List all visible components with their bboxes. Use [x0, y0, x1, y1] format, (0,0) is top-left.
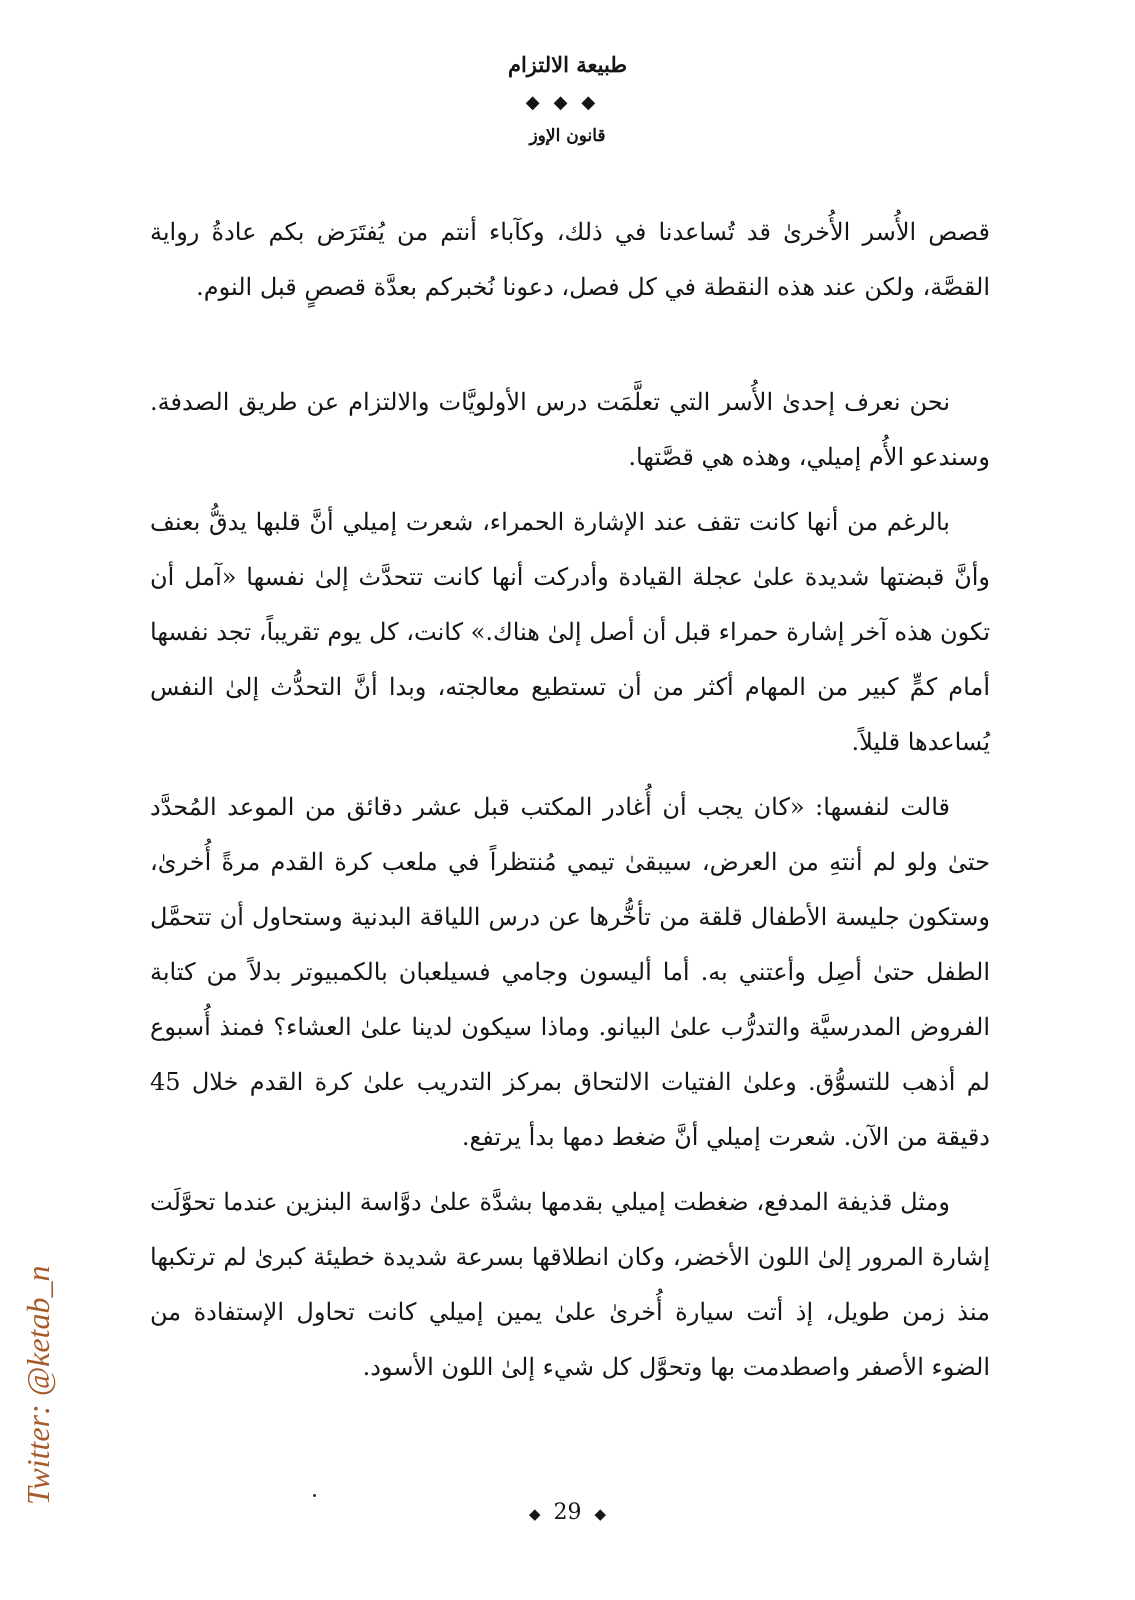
- chapter-title: قانون الإوز: [529, 126, 606, 146]
- book-title: طبيعة الالتزام: [507, 52, 628, 77]
- paragraph-story-opening: نحن نعرف إحدىٰ الأُسر التي تعلَّمَت درس الأولويَّات والالتزام عن طريق الصدفة. وسندعو الأُم إميلي، وهذه هي قصَّتها.: [150, 388, 990, 471]
- twitter-watermark: Twitter: @ketab_n: [20, 1265, 56, 1505]
- page-body: [150, 205, 990, 1405]
- paragraph-red-light: بالرغم من أنها كانت تقف عند الإشارة الحمراء، شعرت إميلي أنَّ قلبها يدقُّ بعنف وأنَّ قبضتها شديدة علىٰ عجلة القيادة وأدركت أنها كانت تتحدَّث إلىٰ نفسها «آمل أن تكون هذه آخر إشارة حمراء قبل أن أصل إلىٰ هناك.» كانت، كل يوم تقريباً، تجد نفسها أمام كمٍّ كبير من المهام أكثر من أن تستطيع معالجته، وبدا أنَّ التحدُّث إلىٰ النفس يُساعدها قليلاً.: [150, 508, 990, 756]
- paragraph-intro: قصص الأُسر الأُخرىٰ قد تُساعدنا في ذلك، وكآباء أنتم من يُفتَرَض بكم عادةُ رواية القصَّة، ولكن عند هذه النقطة في كل فصل، دعونا نُخبركم بعدَّة قصصٍ قبل النوم.: [150, 218, 990, 301]
- page-footer: [0, 1500, 1135, 1525]
- title-divider-ornament: ◆◆◆: [525, 92, 610, 113]
- paragraph-self-talk: قالت لنفسها: «كان يجب أن أُغادر المكتب قبل عشر دقائق من الموعد المُحدَّد حتىٰ ولو لم أنتهِ من العرض، سيبقىٰ تيمي مُنتظراً في ملعب كرة القدم مرةً أُخرىٰ، وستكون جليسة الأطفال قلقة من تأخُّرها عن درس اللياقة البدنية وستحاول أن تتحمَّل الطفل حتىٰ أصِل وأعتني به. أما أليسون وجامي فسيلعبان بالكمبيوتر بدلاً من كتابة الفروض المدرسيَّة والتدرُّب علىٰ البيانو. وماذا سيكون لدينا علىٰ العشاء؟ فمنذ أُسبوع لم أذهب للتسوُّق. وعلىٰ الفتيات الالتحاق بمركز التدريب علىٰ كرة القدم خلال 45 دقيقة من الآن. شعرت إميلي أنَّ ضغط دمها بدأ يرتفع.: [150, 793, 990, 1151]
- page-number: 29: [553, 1500, 582, 1525]
- scan-speck: [313, 1494, 316, 1497]
- footer-right-diamond-icon: ◆: [594, 1505, 607, 1523]
- footer-left-diamond-icon: ◆: [528, 1505, 541, 1523]
- paragraph-accident: ومثل قذيفة المدفع، ضغطت إميلي بقدمها بشدَّة علىٰ دوَّاسة البنزين عندما تحوَّلَت إشارة المرور إلىٰ اللون الأخضر، وكان انطلاقها بسرعة شديدة خطيئة كبرىٰ لم ترتكبها منذ زمن طويل، إذ أتت سيارة أُخرىٰ علىٰ يمين إميلي كانت تحاول الإستفادة من الضوء الأصفر واصطدمت بها وتحوَّل كل شيء إلىٰ اللون الأسود.: [150, 1188, 990, 1381]
